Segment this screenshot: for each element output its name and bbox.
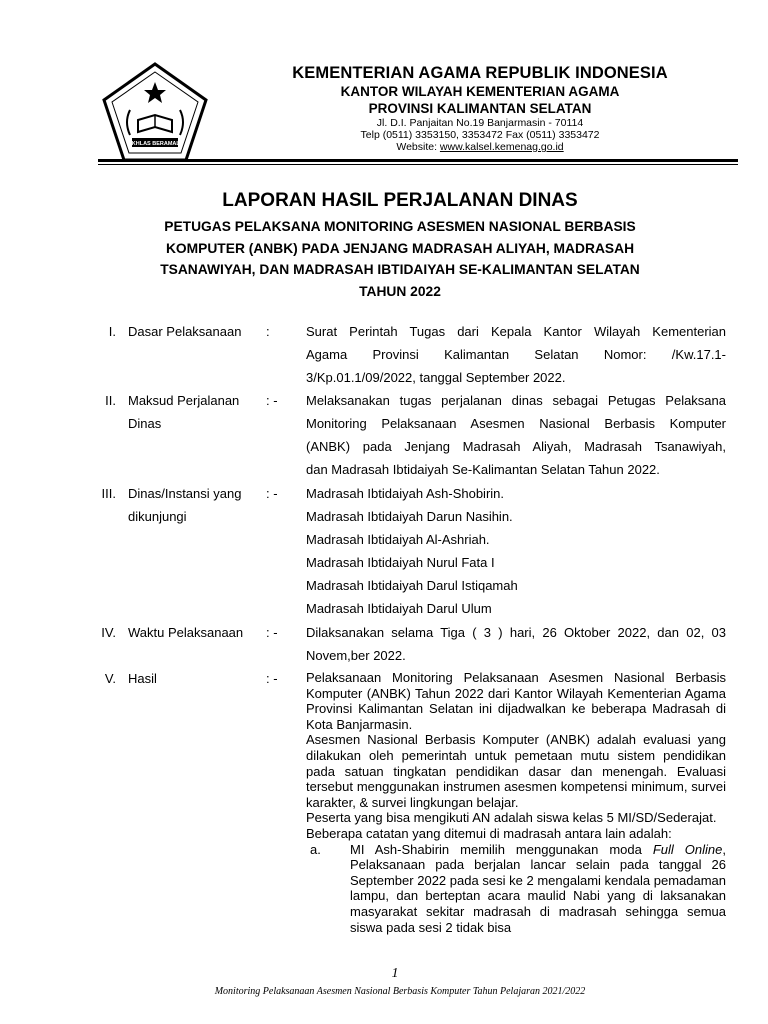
hasil-section bbox=[306, 670, 726, 935]
office-phone: Telp (0511) 3353150, 3353472 Fax (0511) 3353472 bbox=[360, 129, 600, 141]
item-separator: : - bbox=[266, 486, 278, 501]
madrasah-list-item: Madrasah Ibtidaiyah Nurul Fata I bbox=[306, 555, 495, 570]
madrasah-list-item: Madrasah Ibtidaiyah Ash-Shobirin. bbox=[306, 486, 505, 501]
office-address: Jl. D.I. Panjaitan No.19 Banjarmasin - 70114 bbox=[376, 117, 584, 129]
subtitle-line: TAHUN 2022 bbox=[359, 283, 441, 299]
subtitle-line: TSANAWIYAH, DAN MADRASAH IBTIDAIYAH SE-KALIMANTAN SELATAN bbox=[160, 262, 640, 277]
subitem-text-italic: Full Online bbox=[652, 841, 723, 857]
letterhead-thin-rule bbox=[98, 164, 738, 165]
item-number: V. bbox=[104, 671, 116, 686]
item-text-line: Monitoring Pelaksanaan Asesmen Nasional Berbasis Komputer bbox=[306, 416, 726, 431]
madrasah-list-item: Madrasah Ibtidaiyah Darul Ulum bbox=[306, 601, 492, 616]
hasil-subitem bbox=[306, 842, 726, 936]
item-text-line: dan Madrasah Ibtidaiyah Se-Kalimantan Selatan Tahun 2022. bbox=[306, 462, 660, 477]
hasil-paragraph: Peserta yang bisa mengikuti AN adalah siswa kelas 5 MI/SD/Sederajat. bbox=[306, 810, 717, 826]
madrasah-list-item: Madrasah Ibtidaiyah Darul Istiqamah bbox=[306, 578, 518, 593]
hasil-paragraph: Asesmen Nasional Berbasis Komputer (ANBK) adalah evaluasi yang dilakukan oleh pemerintah untuk pemetaan mutu sistem pendidikan pada satuan tingkatan pendidikan dasar dan menengah. Evaluasi tersebut menggunakan instrumen asesmen kompetensi minimum, survei karakter, & survei lingkungan belajar. bbox=[306, 732, 726, 810]
letterhead-thick-rule bbox=[98, 159, 738, 162]
province-name: PROVINSI KALIMANTAN SELATAN bbox=[368, 101, 592, 116]
subitem-text-part: , Pelaksanaan pada berjalan lancar selain pada tanggal 26 September 2022 pada sesi ke 2 mengalami kendala pemadaman lampu, dan berteptan acara maulid Nabi yang di laksanakan masyarakat sekitar madrasah di madrasah sehingga semua siswa pada sesi 2 tidak bisa bbox=[350, 841, 726, 935]
item-text-line: Novem,ber 2022. bbox=[306, 648, 406, 663]
item-number: II. bbox=[105, 393, 116, 408]
item-text-line: Dilaksanakan selama Tiga ( 3 ) hari, 26 Oktober 2022, dan 02, 03 bbox=[306, 625, 726, 640]
report-subtitle bbox=[100, 216, 700, 302]
madrasah-list-item: Madrasah Ibtidaiyah Darun Nasihin. bbox=[306, 509, 513, 524]
item-separator: : - bbox=[266, 671, 278, 686]
hasil-paragraph: Beberapa catatan yang ditemui di madrasah antara lain adalah: bbox=[306, 825, 672, 841]
item-text-line: Melaksanakan tugas perjalanan dinas sebagai Petugas Pelaksana bbox=[306, 393, 726, 408]
website-label: Website: bbox=[396, 141, 440, 153]
office-name: KANTOR WILAYAH KEMENTERIAN AGAMA bbox=[340, 84, 620, 99]
page-footer: Monitoring Pelaksanaan Asesmen Nasional Berbasis Komputer Tahun Pelajaran 2021/2022 bbox=[214, 986, 586, 997]
subtitle-line: KOMPUTER (ANBK) PADA JENJANG MADRASAH ALIYAH, MADRASAH bbox=[165, 240, 635, 256]
kemenag-logo-icon bbox=[100, 60, 210, 165]
item-text-line: Agama Provinsi Kalimantan Selatan Nomor: /Kw.17.1- bbox=[306, 347, 726, 362]
item-text-line: 3/Kp.01.1/09/2022, tanggal September 2022. bbox=[306, 370, 566, 385]
subitem-text-part: MI Ash-Shabirin memilih menggunakan moda bbox=[350, 841, 653, 857]
logo-motto: IKHLAS BERAMAL bbox=[130, 141, 180, 147]
subitem-label: a. bbox=[310, 841, 321, 857]
item-label: Waktu Pelaksanaan bbox=[128, 625, 244, 640]
item-label: Maksud Perjalanan bbox=[128, 393, 240, 408]
item-separator: : bbox=[266, 324, 270, 339]
item-label: dikunjungi bbox=[128, 509, 187, 524]
madrasah-list-item: Madrasah Ibtidaiyah Al-Ashriah. bbox=[306, 532, 490, 547]
website-link[interactable]: www.kalsel.kemenag.go.id bbox=[439, 141, 564, 153]
subtitle-line: PETUGAS PELAKSANA MONITORING ASESMEN NASIONAL BERBASIS bbox=[164, 219, 636, 234]
item-number: III. bbox=[101, 486, 116, 501]
item-label: Dasar Pelaksanaan bbox=[128, 324, 242, 339]
item-number: IV. bbox=[101, 625, 116, 640]
page-number: 1 bbox=[391, 966, 399, 981]
item-label: Dinas bbox=[128, 416, 162, 431]
item-label: Hasil bbox=[128, 671, 157, 686]
item-separator: : - bbox=[266, 625, 278, 640]
item-separator: : - bbox=[266, 393, 278, 408]
item-number: I. bbox=[108, 324, 116, 339]
item-text-line: (ANBK) pada Jenjang Madrasah Aliyah, Madrasah Tsanawiyah, bbox=[306, 439, 726, 454]
hasil-paragraph: Pelaksanaan Monitoring Pelaksanaan Asesmen Nasional Berbasis Komputer (ANBK) Tahun 2022 dari Kantor Wilayah Kementerian Agama Provinsi Kalimantan Selatan ini dijadwalkan ke beberapa Madrasah di Kota Banjarmasin. bbox=[306, 670, 726, 732]
report-title: LAPORAN HASIL PERJALANAN DINAS bbox=[222, 190, 578, 211]
office-website bbox=[220, 141, 740, 153]
subitem-text bbox=[350, 842, 726, 936]
ministry-name: KEMENTERIAN AGAMA REPUBLIK INDONESIA bbox=[292, 64, 668, 82]
item-text-line: Surat Perintah Tugas dari Kepala Kantor Wilayah Kementerian bbox=[306, 324, 726, 339]
item-label: Dinas/Instansi yang bbox=[128, 486, 242, 501]
letterhead bbox=[220, 64, 740, 153]
